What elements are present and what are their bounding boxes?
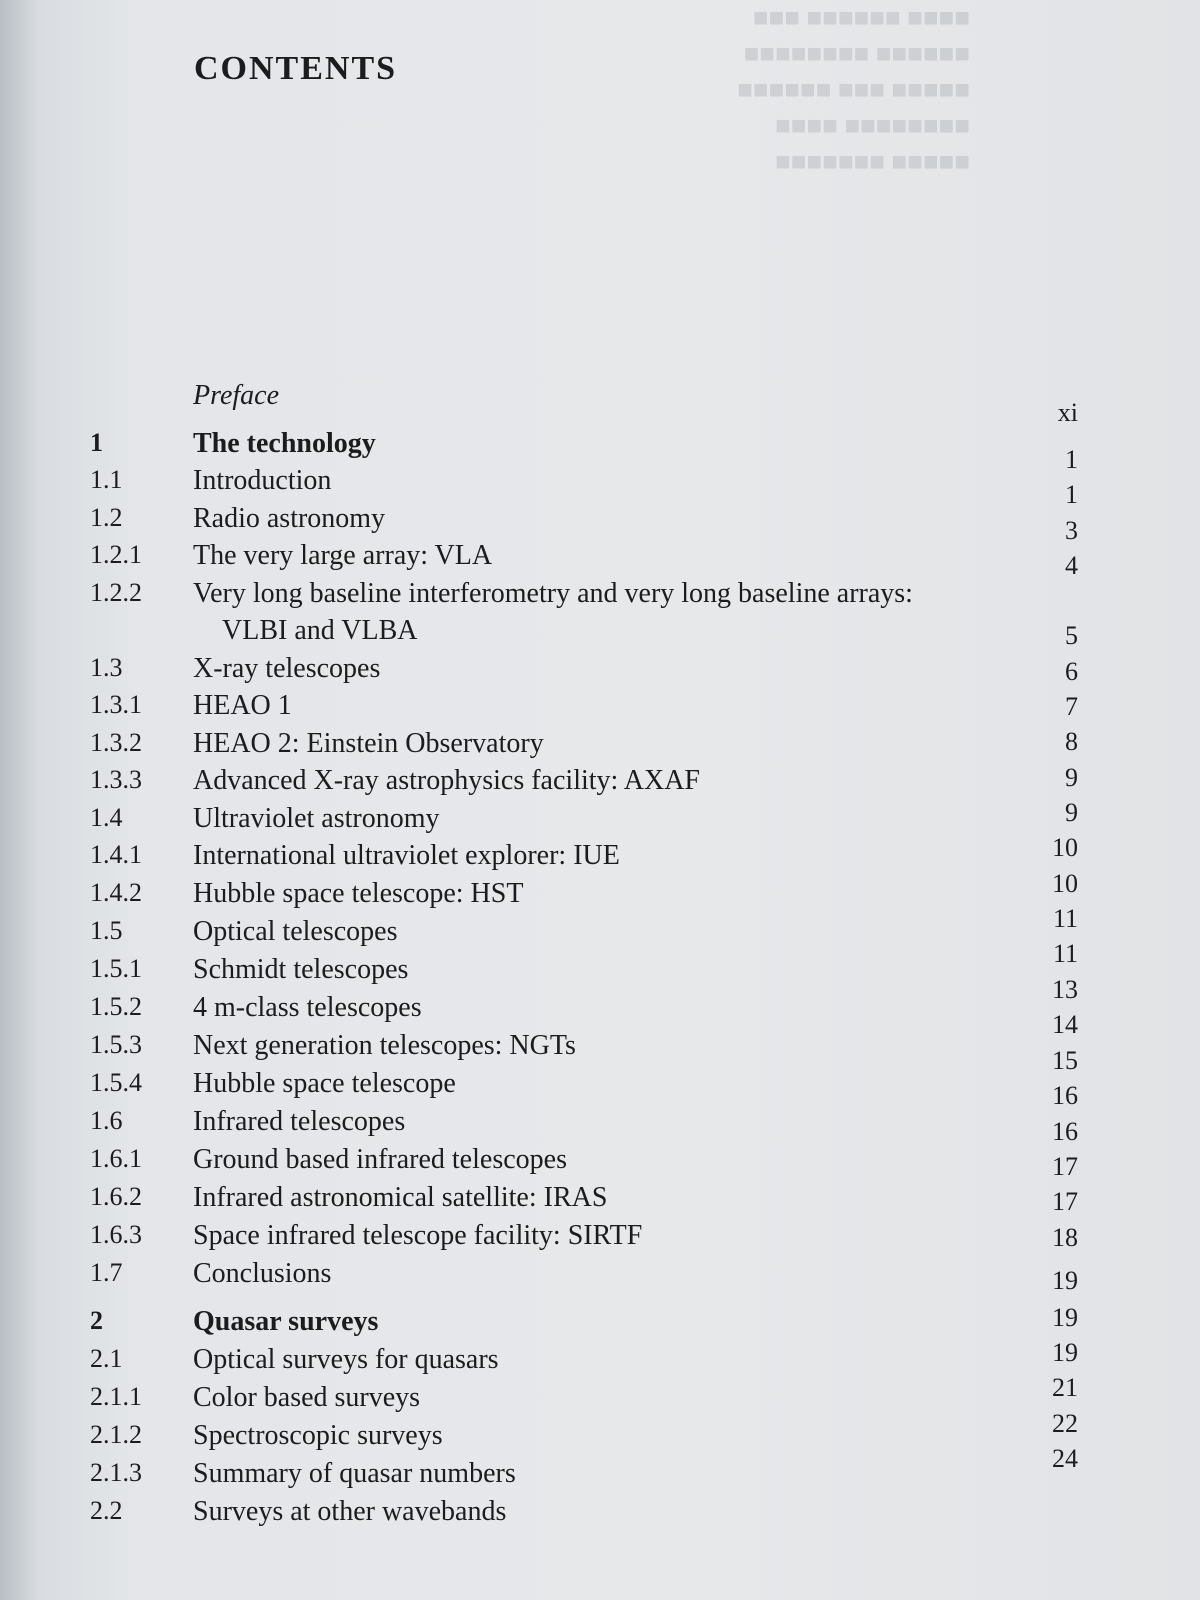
section-title: Optical surveys for quasars — [193, 1344, 499, 1375]
page-number: 5 — [1065, 621, 1078, 650]
section-title: Hubble space telescope: HST — [193, 878, 524, 909]
section-title: Optical telescopes — [193, 916, 398, 947]
section-number: 1.4.2 — [90, 878, 142, 907]
section-title: Infrared astronomical satellite: IRAS — [193, 1182, 608, 1213]
section-number: 1.2.1 — [90, 540, 142, 569]
section-title: International ultraviolet explorer: IUE — [193, 840, 620, 871]
section-number: 1.3 — [90, 653, 123, 682]
section-number: 1.5.4 — [90, 1068, 142, 1097]
page-number: 14 — [1052, 1010, 1078, 1039]
section-title: Schmidt telescopes — [193, 954, 409, 985]
page-number: 6 — [1065, 657, 1078, 686]
page-number: 10 — [1052, 833, 1078, 862]
page-number: xi — [1057, 398, 1078, 427]
section-number: 2.1.1 — [90, 1382, 142, 1411]
page-number: 19 — [1052, 1303, 1078, 1332]
toc-entry — [0, 1496, 1200, 1530]
page-number: 16 — [1052, 1081, 1078, 1110]
page-number: 4 — [1065, 551, 1078, 580]
section-title: Preface — [193, 380, 280, 411]
page-number: 24 — [1052, 1444, 1078, 1473]
section-number: 2.1.2 — [90, 1420, 142, 1449]
section-number: 1.4.1 — [90, 840, 142, 869]
section-title: Color based surveys — [193, 1382, 421, 1413]
section-title: Summary of quasar numbers — [193, 1458, 516, 1489]
section-title: Ultraviolet astronomy — [193, 803, 440, 834]
page-number: 21 — [1052, 1373, 1078, 1402]
page-number: 15 — [1052, 1046, 1078, 1075]
show-through-text: ■■■■ ■■■■■■ ■■■ ■■■■■■ ■■■■■■■■ ■■■■■ ■■■ ■■■■■■ ■■■■■■■■ ■■■■ ■■■■■ ■■■■■■■ — [737, 3, 970, 176]
section-number: 1.6.1 — [90, 1144, 142, 1173]
section-title: 4 m-class telescopes — [193, 992, 422, 1023]
section-number: 1.6 — [90, 1106, 123, 1135]
page-number: 9 — [1065, 798, 1078, 827]
page-number: 17 — [1052, 1152, 1078, 1181]
section-number: 1.4 — [90, 803, 123, 832]
section-title: Space infrared telescope facility: SIRTF — [193, 1220, 643, 1251]
section-title: HEAO 2: Einstein Observatory — [193, 728, 544, 759]
section-number: 2.2 — [90, 1496, 123, 1525]
page-number: 19 — [1052, 1338, 1078, 1367]
page-number: 11 — [1052, 939, 1078, 968]
section-title: Surveys at other wavebands — [193, 1496, 507, 1527]
section-title: Ground based infrared telescopes — [193, 1144, 567, 1175]
section-title: HEAO 1 — [193, 690, 292, 721]
section-title: Spectroscopic surveys — [193, 1420, 443, 1451]
section-title: Quasar surveys — [193, 1306, 379, 1337]
section-number: 1.3.1 — [90, 690, 142, 719]
section-number: 2.1 — [90, 1344, 123, 1373]
page-number: 9 — [1065, 763, 1078, 792]
section-number: 1.3.2 — [90, 728, 142, 757]
section-title: The technology — [193, 428, 376, 459]
page-number: 19 — [1052, 1266, 1078, 1295]
section-title: Very long baseline interferometry and very long baseline arrays: — [193, 578, 913, 609]
section-title: Infrared telescopes — [193, 1106, 406, 1137]
section-number: 1.3.3 — [90, 765, 142, 794]
page-number: 22 — [1052, 1409, 1078, 1438]
section-number: 1 — [90, 428, 103, 457]
section-title: VLBI and VLBA — [222, 615, 418, 646]
section-title: Introduction — [193, 465, 332, 496]
section-title: Next generation telescopes: NGTs — [193, 1030, 576, 1061]
section-number: 1.2 — [90, 503, 123, 532]
page-number: 10 — [1052, 869, 1078, 898]
section-title: Hubble space telescope — [193, 1068, 456, 1099]
page-number: 3 — [1065, 516, 1078, 545]
page-number: 17 — [1052, 1187, 1078, 1216]
page-number: 11 — [1052, 904, 1078, 933]
section-number: 1.5.2 — [90, 992, 142, 1021]
section-number: 2.1.3 — [90, 1458, 142, 1487]
page-number: 7 — [1065, 692, 1078, 721]
section-number: 1.7 — [90, 1258, 123, 1287]
page-number: 13 — [1052, 975, 1078, 1004]
section-number: 1.6.2 — [90, 1182, 142, 1211]
page-number: 18 — [1052, 1223, 1078, 1252]
section-title: Radio astronomy — [193, 503, 386, 534]
toc-entry — [0, 578, 1200, 612]
section-title: The very large array: VLA — [193, 540, 493, 571]
section-number: 1.2.2 — [90, 578, 142, 607]
section-number: 1.5 — [90, 916, 123, 945]
section-number: 1.5.1 — [90, 954, 142, 983]
page-number: 1 — [1065, 445, 1078, 474]
section-number: 1.6.3 — [90, 1220, 142, 1249]
page-title: CONTENTS — [194, 50, 398, 87]
page-number: 8 — [1065, 727, 1078, 756]
section-number: 1.1 — [90, 465, 123, 494]
section-number: 2 — [90, 1306, 103, 1335]
page-number: 16 — [1052, 1117, 1078, 1146]
section-title: Conclusions — [193, 1258, 332, 1289]
page-number: 1 — [1065, 480, 1078, 509]
section-number: 1.5.3 — [90, 1030, 142, 1059]
section-title: Advanced X-ray astrophysics facility: AXAF — [193, 765, 700, 796]
section-title: X-ray telescopes — [193, 653, 381, 684]
